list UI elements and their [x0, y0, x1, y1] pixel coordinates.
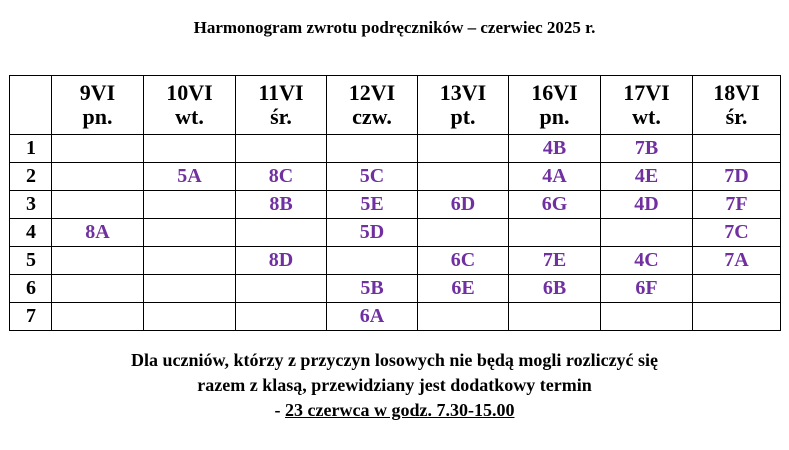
class-cell: 5E: [327, 191, 418, 219]
class-cell: [236, 275, 327, 303]
class-cell: 7C: [693, 219, 781, 247]
day-name: czw.: [352, 104, 392, 129]
day-name: śr.: [725, 104, 748, 129]
day-header: [601, 76, 693, 135]
class-cell: [509, 303, 601, 331]
class-cell: 7A: [693, 247, 781, 275]
class-cell: 6A: [327, 303, 418, 331]
day-header: [236, 76, 327, 135]
day-name: śr.: [270, 104, 292, 129]
class-cell: 7B: [601, 135, 693, 163]
day-date: 16VI: [531, 80, 578, 105]
class-cell: 6C: [418, 247, 509, 275]
class-cell: [144, 303, 236, 331]
class-cell: [52, 191, 144, 219]
class-cell: [144, 275, 236, 303]
class-cell: [327, 135, 418, 163]
class-cell: 6F: [601, 275, 693, 303]
day-name: wt.: [632, 104, 661, 129]
class-cell: 5B: [327, 275, 418, 303]
schedule-table: [9, 75, 781, 331]
class-cell: 7F: [693, 191, 781, 219]
class-cell: [236, 303, 327, 331]
footer-line-1: Dla uczniów, którzy z przyczyn losowych nie będą mogli rozliczyć się: [130, 350, 659, 370]
footer-note: [0, 348, 789, 423]
day-header: [144, 76, 236, 135]
class-cell: 8D: [236, 247, 327, 275]
class-cell: 5A: [144, 163, 236, 191]
class-cell: [327, 247, 418, 275]
class-cell: 7E: [509, 247, 601, 275]
class-cell: [52, 275, 144, 303]
row-number: 5: [10, 247, 52, 275]
class-cell: 5D: [327, 219, 418, 247]
class-cell: 4A: [509, 163, 601, 191]
day-name: pn.: [539, 104, 570, 129]
day-date: 9VI: [79, 80, 116, 105]
footer-line-2: razem z klasą, przewidziany jest dodatkowy termin: [197, 375, 592, 395]
day-date: 18VI: [713, 80, 760, 105]
page-title: Harmonogram zwrotu podręczników – czerwiec 2025 r.: [193, 18, 596, 37]
table-row: [10, 135, 781, 163]
table-row: [10, 163, 781, 191]
row-number: 2: [10, 163, 52, 191]
class-cell: [52, 247, 144, 275]
day-date: 11VI: [258, 80, 304, 105]
class-cell: 4B: [509, 135, 601, 163]
class-cell: [693, 135, 781, 163]
day-name: pn.: [82, 104, 113, 129]
day-header: [418, 76, 509, 135]
class-cell: [144, 219, 236, 247]
table-row: [10, 275, 781, 303]
class-cell: 8B: [236, 191, 327, 219]
day-date: 12VI: [348, 80, 396, 105]
class-cell: [52, 135, 144, 163]
day-name: wt.: [175, 104, 204, 129]
table-row: [10, 247, 781, 275]
class-cell: 6G: [509, 191, 601, 219]
day-header: [693, 76, 781, 135]
class-cell: 6D: [418, 191, 509, 219]
class-cell: [418, 135, 509, 163]
class-cell: 4E: [601, 163, 693, 191]
class-cell: [52, 303, 144, 331]
class-cell: 5C: [327, 163, 418, 191]
day-date: 10VI: [166, 80, 213, 105]
class-cell: [236, 135, 327, 163]
class-cell: [601, 303, 693, 331]
extra-date: 23 czerwca w godz. 7.30-15.00: [285, 400, 515, 420]
footer-line-3: [0, 398, 789, 423]
row-number: 3: [10, 191, 52, 219]
class-cell: [693, 303, 781, 331]
class-cell: 8C: [236, 163, 327, 191]
day-date: 17VI: [623, 80, 670, 105]
footer-dash: -: [274, 400, 286, 420]
class-cell: 4D: [601, 191, 693, 219]
class-cell: [509, 219, 601, 247]
class-cell: [693, 275, 781, 303]
class-cell: 4C: [601, 247, 693, 275]
row-number: 1: [10, 135, 52, 163]
table-row: [10, 219, 781, 247]
day-name: pt.: [450, 104, 476, 129]
corner-cell: [10, 76, 52, 135]
class-cell: [418, 303, 509, 331]
class-cell: 8A: [52, 219, 144, 247]
class-cell: [418, 219, 509, 247]
header-row: [10, 76, 781, 135]
row-number: 4: [10, 219, 52, 247]
class-cell: [144, 135, 236, 163]
class-cell: [601, 219, 693, 247]
class-cell: [236, 219, 327, 247]
day-header: [509, 76, 601, 135]
day-date: 13VI: [439, 80, 487, 105]
class-cell: [144, 191, 236, 219]
table-row: [10, 303, 781, 331]
class-cell: 6B: [509, 275, 601, 303]
row-number: 7: [10, 303, 52, 331]
class-cell: 6E: [418, 275, 509, 303]
class-cell: 7D: [693, 163, 781, 191]
day-header: [52, 76, 144, 135]
table-row: [10, 191, 781, 219]
class-cell: [418, 163, 509, 191]
class-cell: [144, 247, 236, 275]
row-number: 6: [10, 275, 52, 303]
day-header: [327, 76, 418, 135]
class-cell: [52, 163, 144, 191]
